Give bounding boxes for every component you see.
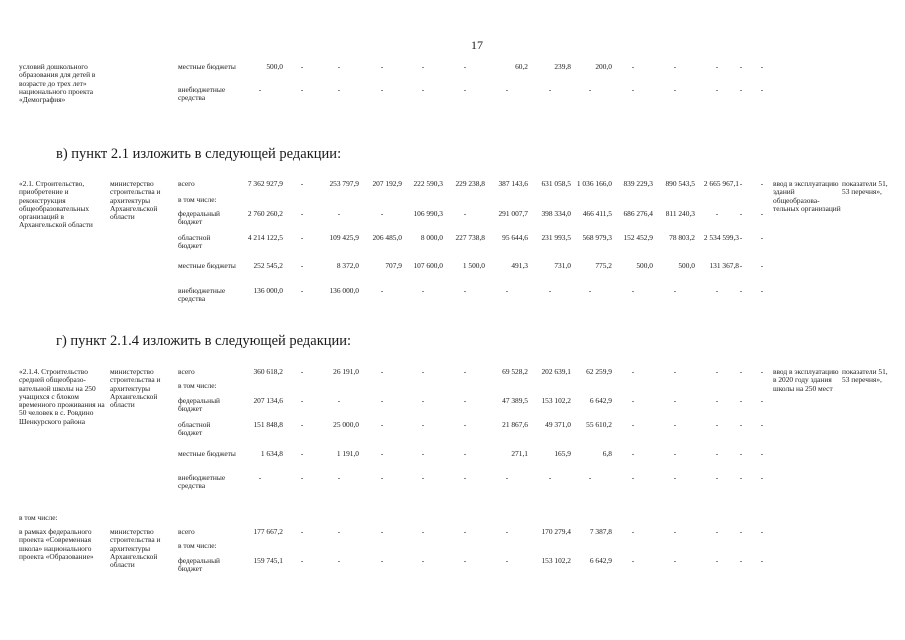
- empty-cell: -: [463, 473, 467, 482]
- amount-cell: 271,1: [511, 449, 528, 458]
- empty-cell: -: [631, 473, 635, 482]
- expected-result: ввод в эксплуатацию в 2020 году здания школы на 250 мест: [773, 367, 839, 393]
- empty-cell: -: [760, 556, 764, 565]
- amount-cell: 568 979,3: [582, 233, 612, 242]
- task-name: в рамках федерального проекта «Современная школа» национального проекта «Образование»: [19, 527, 94, 561]
- executor-name: министерство строительства и архитектуры Архангельской области: [110, 179, 161, 222]
- amount-cell: 222 590,3: [413, 179, 443, 188]
- amount-cell: 731,0: [554, 261, 571, 270]
- empty-cell: -: [673, 396, 677, 405]
- empty-cell: -: [760, 396, 764, 405]
- empty-cell: -: [300, 62, 304, 71]
- amount-cell: 177 667,2: [253, 527, 283, 536]
- empty-cell: -: [421, 527, 425, 536]
- empty-cell: -: [421, 556, 425, 565]
- empty-cell: -: [463, 209, 467, 218]
- amount-cell: 131 367,8: [709, 261, 739, 270]
- empty-cell: -: [739, 527, 743, 536]
- amount-cell: 227 738,8: [455, 233, 485, 242]
- amount-cell: 500,0: [636, 261, 653, 270]
- amount-cell: 252 545,2: [253, 261, 283, 270]
- funding-source: местные бюджеты: [178, 62, 236, 71]
- empty-cell: -: [505, 556, 509, 565]
- amount-cell: 8 372,0: [336, 261, 359, 270]
- empty-cell: -: [760, 179, 764, 188]
- empty-cell: -: [673, 556, 677, 565]
- empty-cell: -: [300, 527, 304, 536]
- empty-cell: -: [631, 527, 635, 536]
- empty-cell: -: [760, 449, 764, 458]
- empty-cell: -: [337, 473, 341, 482]
- empty-cell: -: [673, 527, 677, 536]
- amount-cell: 686 276,4: [623, 209, 653, 218]
- empty-cell: -: [760, 85, 764, 94]
- empty-cell: -: [463, 420, 467, 429]
- empty-cell: -: [505, 85, 509, 94]
- executor-name: министерство строительства и архитектуры Архангельской области: [110, 527, 161, 570]
- funding-source: внебюджетные средства: [178, 473, 226, 491]
- section-heading: в) пункт 2.1 изложить в следующей редакции:: [56, 146, 342, 162]
- empty-cell: -: [463, 396, 467, 405]
- empty-cell: -: [631, 449, 635, 458]
- amount-cell: 153 102,2: [541, 556, 571, 565]
- task-name: «2.1.4. Строительство средней общеобразо-вательной школы на 250 учащихся с блоком временного проживания на 50 человек в с. Ровдино Шенкурского района: [19, 367, 105, 426]
- empty-cell: -: [760, 473, 764, 482]
- amount-cell: 202 639,1: [541, 367, 571, 376]
- empty-cell: -: [760, 420, 764, 429]
- funding-source: в том числе:: [178, 195, 217, 204]
- amount-cell: 500,0: [678, 261, 695, 270]
- amount-cell: 153 102,2: [541, 396, 571, 405]
- empty-cell: -: [715, 209, 719, 218]
- amount-cell: 6,8: [602, 449, 612, 458]
- empty-cell: -: [631, 420, 635, 429]
- empty-cell: -: [715, 62, 719, 71]
- amount-cell: 2 665 967,1: [703, 179, 739, 188]
- empty-cell: -: [258, 473, 262, 482]
- empty-cell: -: [463, 367, 467, 376]
- empty-cell: -: [463, 527, 467, 536]
- empty-cell: -: [505, 527, 509, 536]
- amount-cell: 26 191,0: [333, 367, 359, 376]
- empty-cell: -: [739, 473, 743, 482]
- empty-cell: -: [673, 286, 677, 295]
- amount-cell: 207 192,9: [372, 179, 402, 188]
- empty-cell: -: [380, 449, 384, 458]
- funding-source: внебюджетные средства: [178, 85, 226, 103]
- empty-cell: -: [300, 209, 304, 218]
- amount-cell: 253 797,9: [329, 179, 359, 188]
- empty-cell: -: [739, 85, 743, 94]
- empty-cell: -: [337, 62, 341, 71]
- empty-cell: -: [463, 62, 467, 71]
- empty-cell: -: [760, 527, 764, 536]
- empty-cell: -: [463, 85, 467, 94]
- amount-cell: 47 389,5: [502, 396, 528, 405]
- amount-cell: 291 007,7: [498, 209, 528, 218]
- empty-cell: -: [258, 85, 262, 94]
- amount-cell: 775,2: [595, 261, 612, 270]
- empty-cell: -: [300, 473, 304, 482]
- empty-cell: -: [505, 473, 509, 482]
- empty-cell: -: [505, 286, 509, 295]
- empty-cell: -: [463, 286, 467, 295]
- amount-cell: 466 411,5: [582, 209, 612, 218]
- amount-cell: 229 238,8: [455, 179, 485, 188]
- funding-source: федеральный бюджет: [178, 209, 220, 227]
- empty-cell: -: [631, 367, 635, 376]
- amount-cell: 398 334,0: [541, 209, 571, 218]
- page-number: 17: [471, 38, 483, 52]
- amount-cell: 7 387,8: [589, 527, 612, 536]
- empty-cell: -: [300, 233, 304, 242]
- empty-cell: -: [588, 85, 592, 94]
- amount-cell: 200,0: [595, 62, 612, 71]
- amount-cell: 170 279,4: [541, 527, 571, 536]
- empty-cell: -: [715, 286, 719, 295]
- amount-cell: 25 000,0: [333, 420, 359, 429]
- empty-cell: -: [380, 367, 384, 376]
- empty-cell: -: [300, 420, 304, 429]
- funding-source: федеральный бюджет: [178, 396, 220, 414]
- amount-cell: 7 362 927,9: [247, 179, 283, 188]
- empty-cell: -: [380, 473, 384, 482]
- amount-cell: 387 143,6: [498, 179, 528, 188]
- empty-cell: -: [760, 233, 764, 242]
- empty-cell: -: [673, 473, 677, 482]
- executor-name: министерство строительства и архитектуры Архангельской области: [110, 367, 161, 410]
- amount-cell: 107 600,0: [413, 261, 443, 270]
- funding-source: всего: [178, 179, 195, 188]
- funding-source: областной бюджет: [178, 420, 211, 438]
- empty-cell: -: [337, 209, 341, 218]
- amount-cell: 165,9: [554, 449, 571, 458]
- empty-cell: -: [548, 286, 552, 295]
- empty-cell: -: [760, 209, 764, 218]
- amount-cell: 2 760 260,2: [247, 209, 283, 218]
- amount-cell: 49 371,0: [545, 420, 571, 429]
- empty-cell: -: [337, 527, 341, 536]
- empty-cell: -: [715, 85, 719, 94]
- empty-cell: -: [631, 396, 635, 405]
- empty-cell: -: [588, 473, 592, 482]
- empty-cell: -: [548, 85, 552, 94]
- amount-cell: 21 867,6: [502, 420, 528, 429]
- empty-cell: -: [760, 286, 764, 295]
- empty-cell: -: [421, 420, 425, 429]
- amount-cell: 159 745,1: [253, 556, 283, 565]
- empty-cell: -: [380, 396, 384, 405]
- empty-cell: -: [421, 449, 425, 458]
- funding-source: всего: [178, 527, 195, 536]
- empty-cell: -: [739, 233, 743, 242]
- funding-source: местные бюджеты: [178, 449, 236, 458]
- empty-cell: -: [673, 367, 677, 376]
- amount-cell: 890 543,5: [665, 179, 695, 188]
- empty-cell: -: [421, 367, 425, 376]
- empty-cell: -: [760, 62, 764, 71]
- amount-cell: 1 191,0: [336, 449, 359, 458]
- funding-source: внебюджетные средства: [178, 286, 226, 304]
- empty-cell: -: [631, 62, 635, 71]
- funding-source: федеральный бюджет: [178, 556, 220, 574]
- empty-cell: -: [337, 85, 341, 94]
- amount-cell: 231 993,5: [541, 233, 571, 242]
- empty-cell: -: [300, 367, 304, 376]
- empty-cell: -: [631, 556, 635, 565]
- funding-source: в том числе:: [178, 381, 217, 390]
- amount-cell: 136 000,0: [329, 286, 359, 295]
- empty-cell: -: [760, 367, 764, 376]
- empty-cell: -: [380, 420, 384, 429]
- amount-cell: 69 528,2: [502, 367, 528, 376]
- empty-cell: -: [739, 396, 743, 405]
- amount-cell: 109 425,9: [329, 233, 359, 242]
- amount-cell: 6 642,9: [589, 556, 612, 565]
- empty-cell: -: [631, 85, 635, 94]
- empty-cell: -: [421, 286, 425, 295]
- empty-cell: -: [421, 85, 425, 94]
- task-name: условий дошкольного образования для детей в возрасте до трех лет» национального проекта «Демография»: [19, 62, 96, 105]
- empty-cell: -: [380, 209, 384, 218]
- empty-cell: -: [739, 62, 743, 71]
- empty-cell: -: [300, 556, 304, 565]
- subsection-label: в том числе:: [19, 513, 58, 522]
- empty-cell: -: [673, 62, 677, 71]
- empty-cell: -: [715, 473, 719, 482]
- empty-cell: -: [739, 261, 743, 270]
- empty-cell: -: [463, 449, 467, 458]
- empty-cell: -: [715, 556, 719, 565]
- amount-cell: 55 610,2: [586, 420, 612, 429]
- amount-cell: 78 803,2: [669, 233, 695, 242]
- amount-cell: 136 000,0: [253, 286, 283, 295]
- empty-cell: -: [715, 527, 719, 536]
- amount-cell: 4 214 122,5: [247, 233, 283, 242]
- empty-cell: -: [673, 420, 677, 429]
- expected-result: ввод в эксплуатацию зданий общеобразова-тельных организаций: [773, 179, 841, 213]
- amount-cell: 239,8: [554, 62, 571, 71]
- amount-cell: 839 229,3: [623, 179, 653, 188]
- amount-cell: 106 990,3: [413, 209, 443, 218]
- empty-cell: -: [300, 179, 304, 188]
- amount-cell: 62 259,9: [586, 367, 612, 376]
- amount-cell: 491,3: [511, 261, 528, 270]
- empty-cell: -: [739, 286, 743, 295]
- amount-cell: 6 642,9: [589, 396, 612, 405]
- empty-cell: -: [337, 556, 341, 565]
- task-name: «2.1. Строительство, приобретение и реконструкция общеобразовательных организаций в Архангельской области: [19, 179, 93, 230]
- empty-cell: -: [715, 449, 719, 458]
- empty-cell: -: [380, 556, 384, 565]
- empty-cell: -: [631, 286, 635, 295]
- empty-cell: -: [300, 261, 304, 270]
- amount-cell: 1 634,8: [260, 449, 283, 458]
- amount-cell: 1 036 166,0: [576, 179, 612, 188]
- empty-cell: -: [673, 85, 677, 94]
- empty-cell: -: [548, 473, 552, 482]
- empty-cell: -: [588, 286, 592, 295]
- funding-source: местные бюджеты: [178, 261, 236, 270]
- empty-cell: -: [421, 396, 425, 405]
- amount-cell: 811 240,3: [665, 209, 695, 218]
- empty-cell: -: [715, 367, 719, 376]
- empty-cell: -: [380, 62, 384, 71]
- empty-cell: -: [739, 449, 743, 458]
- amount-cell: 152 452,9: [623, 233, 653, 242]
- empty-cell: -: [300, 85, 304, 94]
- amount-cell: 60,2: [515, 62, 528, 71]
- amount-cell: 500,0: [266, 62, 283, 71]
- amount-cell: 360 618,2: [253, 367, 283, 376]
- target-indicators: показатели 51, 53 перечня»,: [842, 367, 888, 385]
- empty-cell: -: [300, 449, 304, 458]
- empty-cell: -: [760, 261, 764, 270]
- empty-cell: -: [421, 473, 425, 482]
- section-heading: г) пункт 2.1.4 изложить в следующей редакции:: [56, 333, 352, 349]
- empty-cell: -: [300, 396, 304, 405]
- empty-cell: -: [337, 396, 341, 405]
- empty-cell: -: [463, 556, 467, 565]
- target-indicators: показатели 51, 53 перечня»,: [842, 179, 888, 197]
- empty-cell: -: [739, 420, 743, 429]
- amount-cell: 8 000,0: [420, 233, 443, 242]
- funding-source: в том числе:: [178, 541, 217, 550]
- amount-cell: 631 058,5: [541, 179, 571, 188]
- funding-source: всего: [178, 367, 195, 376]
- empty-cell: -: [673, 449, 677, 458]
- amount-cell: 1 500,0: [462, 261, 485, 270]
- empty-cell: -: [300, 286, 304, 295]
- funding-source: областной бюджет: [178, 233, 211, 251]
- empty-cell: -: [715, 396, 719, 405]
- empty-cell: -: [739, 367, 743, 376]
- empty-cell: -: [380, 85, 384, 94]
- amount-cell: 2 534 599,3: [703, 233, 739, 242]
- amount-cell: 151 848,8: [253, 420, 283, 429]
- amount-cell: 206 485,0: [372, 233, 402, 242]
- empty-cell: -: [380, 527, 384, 536]
- empty-cell: -: [380, 286, 384, 295]
- amount-cell: 207 134,6: [253, 396, 283, 405]
- empty-cell: -: [739, 209, 743, 218]
- empty-cell: -: [715, 420, 719, 429]
- empty-cell: -: [739, 556, 743, 565]
- empty-cell: -: [421, 62, 425, 71]
- empty-cell: -: [739, 179, 743, 188]
- amount-cell: 707,9: [385, 261, 402, 270]
- amount-cell: 95 644,6: [502, 233, 528, 242]
